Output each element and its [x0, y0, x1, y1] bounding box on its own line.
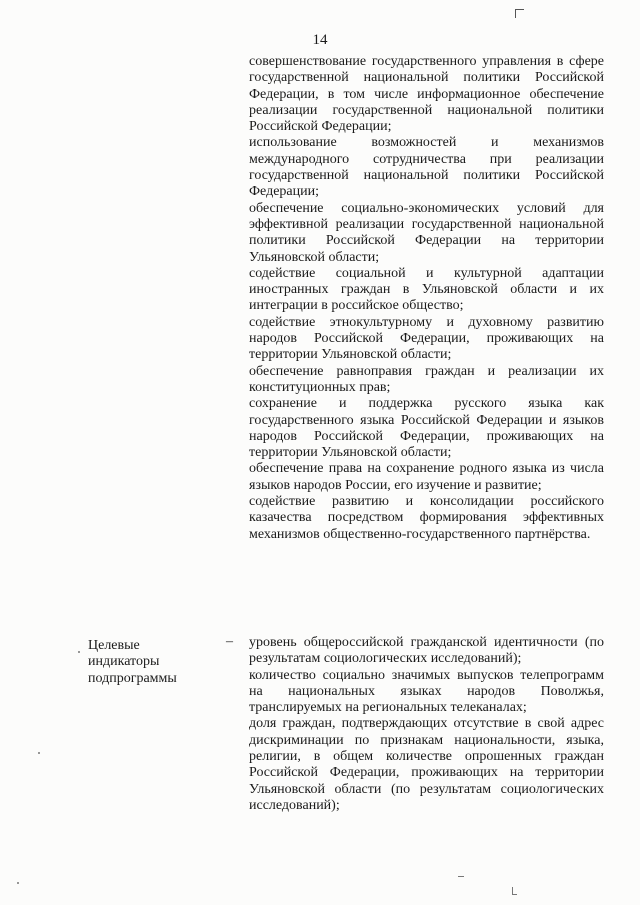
row-label-line: подпрограммы [88, 670, 177, 686]
row-label-line: Целевые [88, 638, 140, 653]
scan-corner-mark [515, 9, 524, 18]
scan-speck [17, 882, 19, 884]
task-item: совершенствование государственного управления в сфере государственной национальной политики Российской Федерации, в том числе информационное обеспечение реализации государственной национальной политики Российской Федерации; [249, 54, 604, 135]
scan-speck [458, 876, 464, 877]
task-item: содействие этнокультурному и духовному развитию народов Российской Федерации, проживающих на территории Ульяновской области; [249, 314, 604, 363]
scan-speck [512, 894, 517, 895]
task-item: сохранение и поддержка русского языка как государственного языка Российской Федерации и языков народов Российской Федерации, проживающих на территории Ульяновской области; [249, 396, 604, 461]
row-label-line: индикаторы [88, 654, 160, 670]
task-item: содействие развитию и консолидации российского казачества посредством формирования эффективных механизмов общественно-государственного партнёрства. [249, 494, 604, 542]
task-item: содействие социальной и культурной адаптации иностранных граждан в Ульяновской области и их интеграции в российское общество; [249, 265, 604, 314]
task-item: обеспечение социально-экономических условий для эффективной реализации государственной национальной политики Российской Федерации на территории Ульяновской области; [249, 200, 604, 265]
task-item: использование возможностей и механизмов международного сотрудничества при реализации государственной национальной политики Российской Федерации; [249, 135, 604, 200]
indicator-item: доля граждан, подтверждающих отсутствие в свой адрес дискриминации по признакам национальности, языка, религии, в общем количестве опрошенных граждан Российской Федерации, проживающих на территории Ульяновской области (по результатам социологических исследований); [249, 716, 604, 813]
indicator-item: количество социально значимых выпусков телепрограмм на национальных языках народов Поволжья, транслируемых на региональных телеканалах; [249, 667, 604, 716]
indicators-row-label [88, 638, 228, 687]
indicator-item: уровень общероссийской гражданской идентичности (по результатам социологических исследований); [249, 635, 604, 667]
task-item: обеспечение права на сохранение родного языка из числа языков народов России, его изучение и развитие; [249, 461, 604, 493]
row-dash: – [226, 634, 233, 649]
scan-speck [38, 752, 40, 754]
page-number: 14 [312, 32, 328, 48]
task-item: обеспечение равноправия граждан и реализации их конституционных прав; [249, 363, 604, 395]
indicators-list [249, 635, 604, 814]
scan-speck [78, 651, 80, 653]
tasks-list [249, 54, 604, 543]
scan-speck [512, 887, 513, 894]
